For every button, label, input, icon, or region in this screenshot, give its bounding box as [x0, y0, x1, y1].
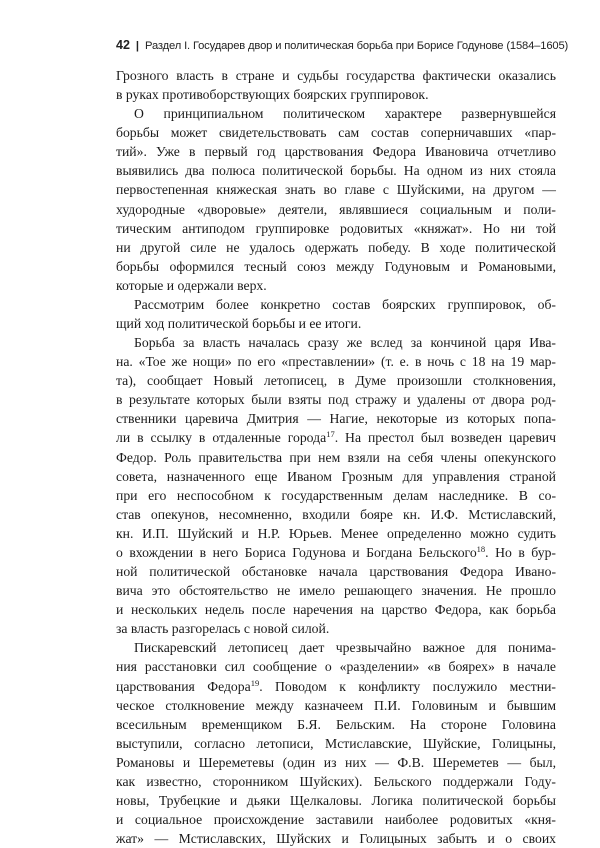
line-text: совета, назначенного еще Иваном Грозным для управления страной — [116, 468, 556, 484]
text-line — [116, 428, 556, 447]
line-text: ственники царевича Дмитрия — Нагие, некоторые из которых попа- — [116, 411, 556, 427]
line-text: Пискаревский летописец дает чрезвычайно важное для понима- — [134, 640, 556, 656]
line-text: и социальное происхождение заставили наиболее родовитых «кня- — [116, 812, 556, 828]
line-text: ли в ссылку в отдаленные города — [116, 430, 327, 446]
text-line — [116, 104, 556, 123]
text-line — [116, 257, 556, 276]
text-line — [116, 85, 556, 104]
line-text: жат» — Мстиславских, Шуйских и Голицыных забыть и о своих — [116, 831, 556, 847]
text-line — [116, 543, 556, 562]
line-text: царствования Федора — [116, 678, 251, 694]
text-line — [116, 524, 556, 543]
line-text: ни другой силе не удалось одержать победу. В ходе политической — [116, 239, 556, 255]
text-line — [116, 600, 556, 619]
text-line — [116, 486, 556, 505]
line-text: та), сообщает Новый летописец, в Думе произошли столкновения, — [116, 373, 556, 389]
line-text: Рассмотрим более конкретно состав боярских группировок, об- — [134, 296, 556, 312]
text-line — [116, 791, 556, 810]
line-text: Федор. Роль правительства при нем взяли на себя члены опекунского — [116, 449, 556, 465]
body-text — [116, 66, 556, 848]
text-line — [116, 180, 556, 199]
line-text: ния расстановки сил сообщение о «разделении» «в боярех» в начале — [116, 659, 556, 675]
text-line — [116, 562, 556, 581]
text-line — [116, 238, 556, 257]
line-text: как известно, сторонником Шуйских). Бельского поддержали Году- — [116, 773, 556, 789]
line-text: тий». Уже в первый год царствования Федора Ивановича отчетливо — [116, 144, 556, 160]
text-line — [116, 619, 556, 638]
text-line — [116, 829, 556, 848]
text-line — [116, 409, 556, 428]
line-text: которые и одержали верх. — [116, 277, 267, 293]
line-text: всесильным временщиком Б.Я. Бельским. На стороне Головина — [116, 716, 556, 732]
text-line — [116, 371, 556, 390]
line-text: ческое столкновение между казначеем П.И. Головиным и бывшим — [116, 697, 556, 713]
header-separator: | — [135, 40, 140, 52]
line-text: кн. И.П. Шуйский и Н.Р. Юрьев. Менее определенно можно судить — [116, 525, 556, 541]
text-line — [116, 390, 556, 409]
section-title: Раздел I. Государев двор и политическая борьба при Борисе Годунове (1584–1605) — [145, 40, 569, 52]
text-line — [116, 753, 556, 772]
line-text: за власть разгорелась с новой силой. — [116, 621, 330, 637]
line-text: при его неспособном к государственным делам наследнике. В со- — [116, 487, 556, 503]
text-line — [116, 219, 556, 238]
text-line — [116, 772, 556, 791]
footnote-ref[interactable]: 19 — [250, 677, 260, 688]
text-line — [116, 448, 556, 467]
text-line — [116, 505, 556, 524]
line-text: на. «Тое же нощи» по его «преставлении» (т. е. в ночь с 18 на 19 мар- — [116, 354, 556, 370]
text-line — [116, 295, 556, 314]
line-text-after: . На престол был возведен царевич — [334, 430, 556, 446]
running-header — [116, 38, 569, 52]
line-text: ной политической обстановке начала царствования Федора Ивано- — [116, 564, 556, 580]
line-text: выступили, согласно летописи, Мстиславские, Шуйские, Голицыны, — [116, 735, 556, 751]
line-text: став опекунов, несомненно, входили бояре кн. И.Ф. Мстиславский, — [116, 506, 556, 522]
footnote-ref[interactable]: 18 — [476, 543, 486, 554]
line-text: вича это обстоятельство не имело решающего значения. Не прошло — [116, 583, 556, 599]
line-text: в руках противоборствующих боярских группировок. — [116, 87, 429, 103]
text-line — [116, 467, 556, 486]
line-text: первостепенная княжеская знать во главе с Шуйскими, на другом — — [116, 182, 556, 198]
text-line — [116, 696, 556, 715]
line-text-after: . Но в бур- — [485, 544, 556, 560]
line-text: тическим антиподом группировке родовитых «княжат». Но ни той — [116, 220, 556, 236]
line-text: Борьба за власть началась сразу же вслед за кончиной царя Ива- — [134, 335, 556, 351]
line-text: в результате которых были взяты под стражу и удалены от двора род- — [116, 392, 556, 408]
text-line — [116, 810, 556, 829]
text-line — [116, 333, 556, 352]
text-line — [116, 123, 556, 142]
text-line — [116, 314, 556, 333]
text-line — [116, 276, 556, 295]
text-line — [116, 142, 556, 161]
text-line — [116, 657, 556, 676]
line-text: щий ход политической борьбы и ее итоги. — [116, 316, 362, 332]
text-line — [116, 66, 556, 85]
line-text: выявились два полюса политической борьбы. На одном из них стояла — [116, 163, 556, 179]
line-text: Грозного власть в стране и судьбы государства фактически оказались — [116, 68, 556, 83]
line-text: и нескольких недель после наречения на царство Федора, как борьба — [116, 602, 556, 618]
line-text: борьбы оформился тесный союз между Годуновым и Романовыми, — [116, 258, 556, 274]
text-line — [116, 352, 556, 371]
text-line — [116, 677, 556, 696]
line-text: О принципиальном политическом характере развернувшейся — [134, 106, 556, 122]
line-text: о вхождении в него Бориса Годунова и Богдана Бельского — [116, 544, 477, 560]
text-line — [116, 715, 556, 734]
text-line — [116, 638, 556, 657]
line-text: худородные «дворовые» деятели, являвшиеся социальным и поли- — [116, 201, 556, 217]
line-text-after: . Поводом к конфликту послужило местни- — [259, 678, 556, 694]
text-line — [116, 581, 556, 600]
line-text: Романовы и Шереметевы (один из них — Ф.В. Шереметев — был, — [116, 754, 556, 770]
text-line — [116, 161, 556, 180]
footnote-ref[interactable]: 17 — [326, 429, 335, 440]
text-line — [116, 200, 556, 219]
line-text: борьбы может свидетельствовать сам состав соперничавших «пар- — [116, 125, 556, 141]
line-text: новы, Трубецкие и дьяки Щелкаловы. Логика политической борьбы — [116, 792, 556, 808]
page-number: 42 — [116, 38, 130, 52]
